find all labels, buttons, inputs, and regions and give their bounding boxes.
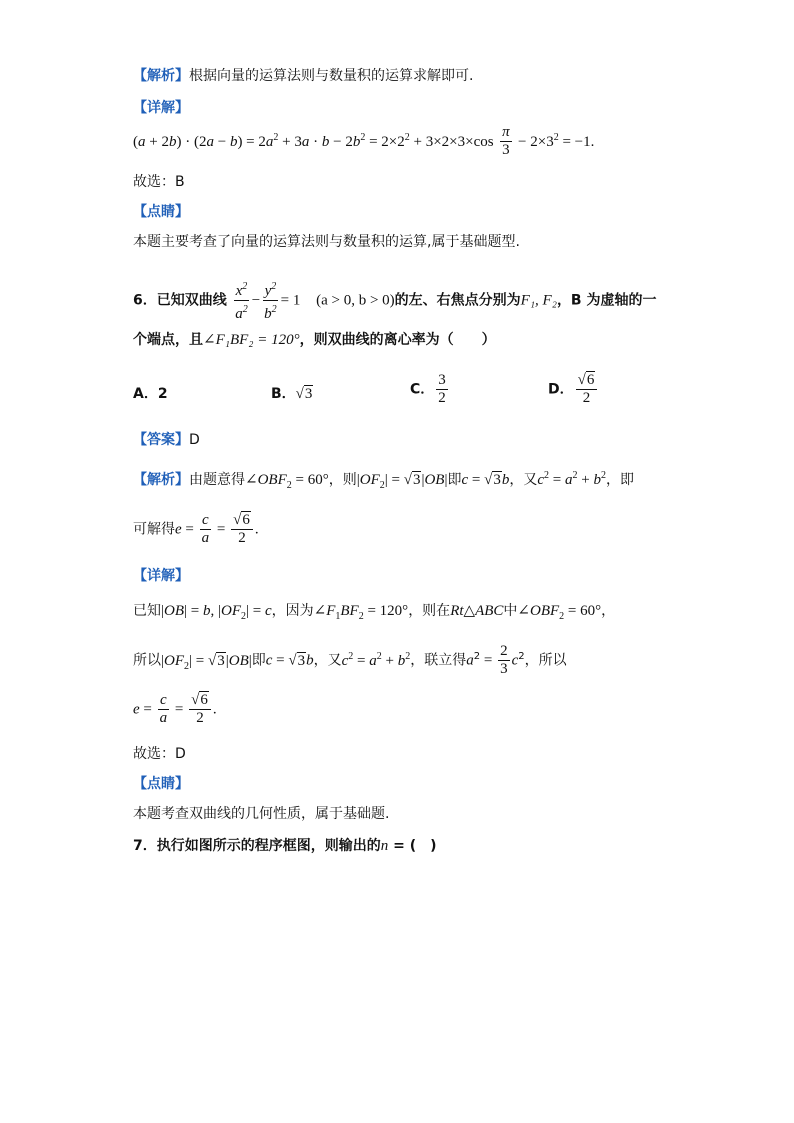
choice-line-5: 故选：B	[133, 174, 185, 190]
answer-line: 【答案】D	[133, 432, 200, 448]
option-c: C． $\frac{3}{2}$	[410, 372, 446, 406]
pi-over-3: $\frac{\pi}{3}$	[502, 124, 510, 158]
analysis-tag: 【解析】	[133, 68, 189, 84]
comment-heading-5: 【点睛】	[133, 204, 189, 220]
detail-6-line-1: 已知|OB| = b, $|OF_2| = c$，因为$\angle F_1BF_2 = 120^\circ$，则在Rt△ABC中$\angle OBF_2 = 60^\circ$，	[133, 603, 616, 622]
option-a: A．2	[133, 386, 168, 402]
question-7: 7．执行如图所示的程序框图，则输出的n = ( )	[133, 838, 437, 854]
analysis-text: 根据向量的运算法则与数量积的运算求解即可.	[189, 68, 474, 84]
detail-6-line-3: e = $\frac{c}{a}$ = $\frac{√6}{2}$ .	[133, 692, 217, 726]
comment-text-5: 本题主要考查了向量的运算法则与数量积的运算,属于基础题型.	[133, 234, 520, 250]
option-b: B．√3	[271, 386, 313, 402]
choice-line-6: 故选：D	[133, 746, 186, 762]
comment-text-6: 本题考查双曲线的几何性质，属于基础题.	[133, 806, 390, 822]
vector-expression: $(a + 2b) \cdot (2a - b) = 2a^2 + 3a \cdot b - 2b^2 = 2\times 2^2 + 3\times 2\times 3\times\cos$ $\frac{\pi}{3}$ − $2\times 3^2 = -1$.	[133, 124, 595, 158]
analysis-6-line-2: 可解得e = $\frac{c}{a}$ = $\frac{√6}{2}$ .	[133, 512, 259, 546]
question-6-line-1: 6．已知双曲线 $\frac{x^2}{a^2}$ − $\frac{y^2}{b^2}$ = 1 (a > 0, b > 0)的左、右焦点分别为F₁, F₂，B 为虚轴的一	[133, 278, 656, 323]
question-6-line-2: 个端点，且∠F₁BF₂ = 120°，则双曲线的离心率为（ ）	[133, 332, 496, 348]
comment-heading-6: 【点睛】	[133, 776, 189, 792]
detail-heading-5	[133, 98, 189, 118]
option-d: D． $\frac{√6}{2}$	[548, 372, 599, 407]
analysis-line-5	[133, 66, 473, 86]
analysis-6-line-1: 【解析】由题意得$\angle OBF_2 = 60^\circ$，则$|OF_2| = √3|OB|$即c = √3b，又$c^2 = a^2 + b^2$，即	[133, 470, 634, 491]
detail-heading-6: 【详解】	[133, 568, 189, 584]
detail-tag: 【详解】	[133, 100, 189, 116]
detail-6-line-2: 所以$|OF_2| = √3|OB|$即c = √3b，又$c^2 = a^2 + b^2$，联立得$a^2$ = $\frac{2}{3}$ $c^2$，所以	[133, 643, 567, 677]
